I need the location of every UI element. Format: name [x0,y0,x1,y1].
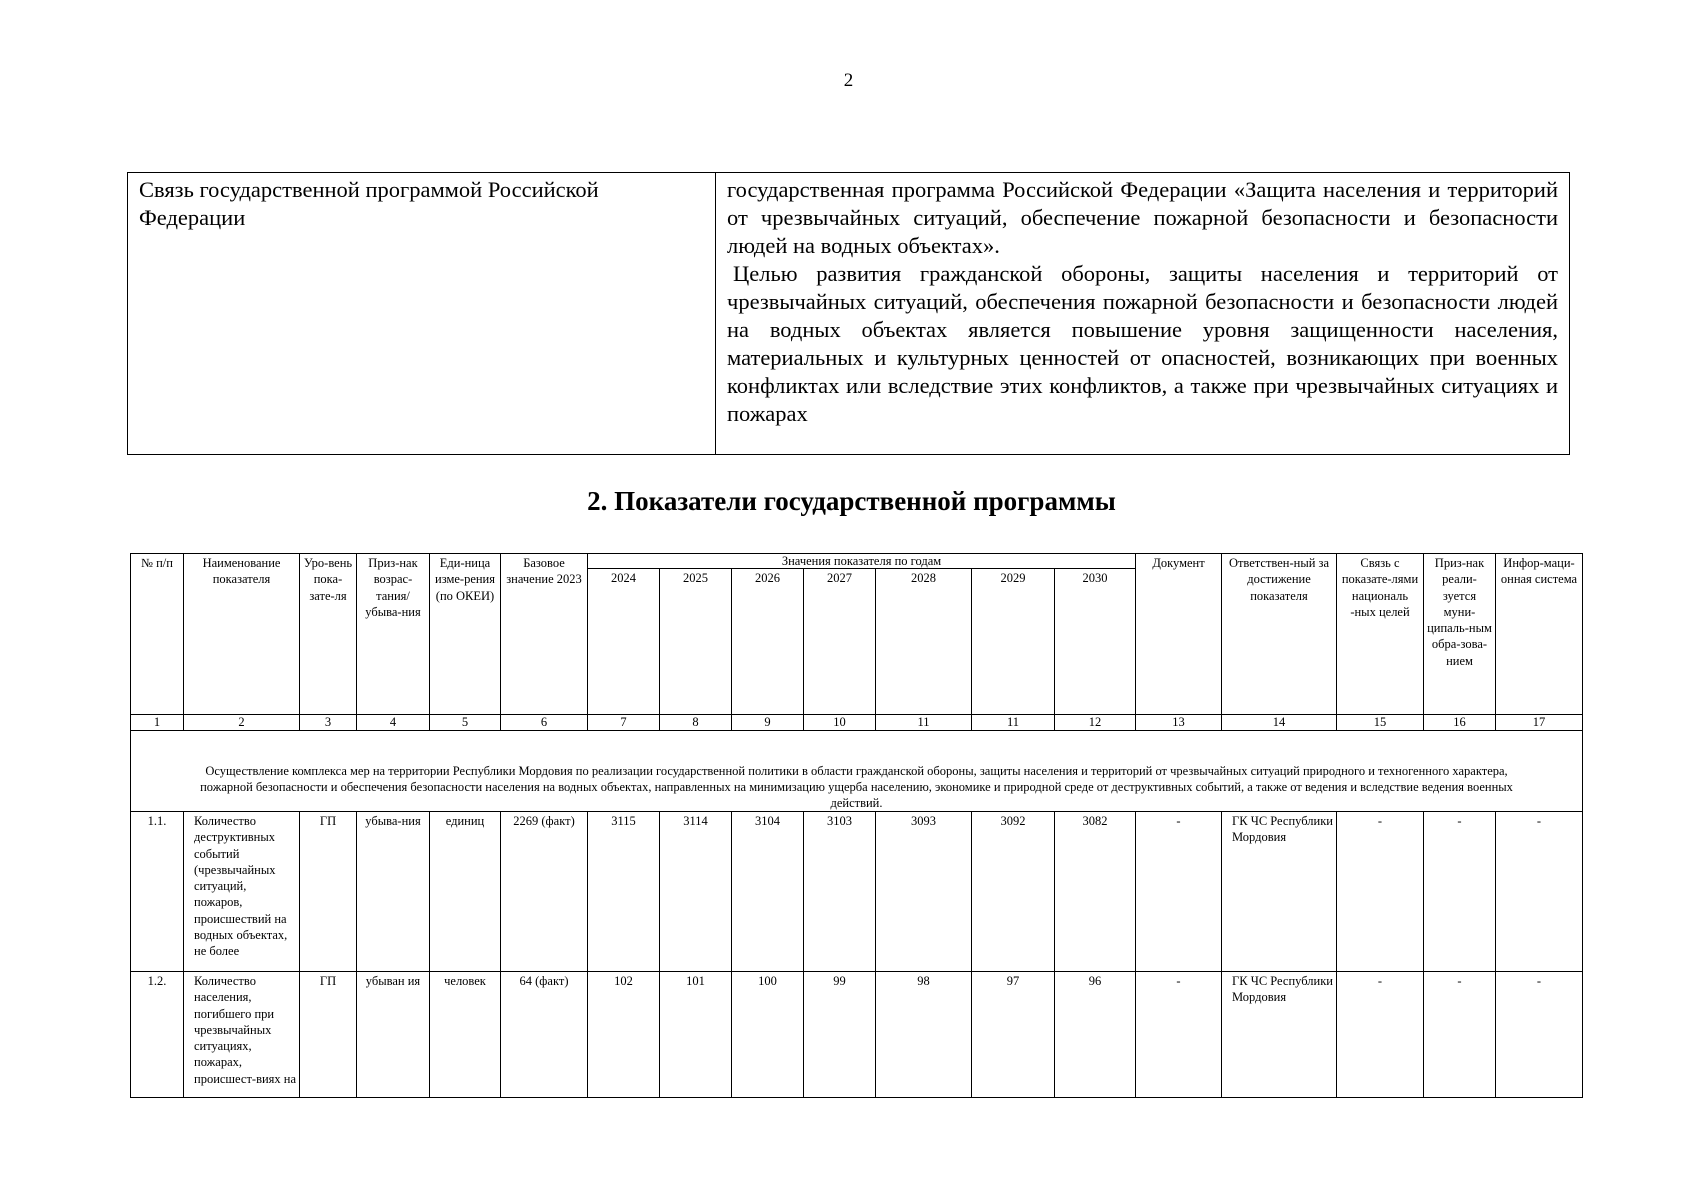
header-unit: Еди-ница изме-рения (по ОКЕИ) [430,554,501,715]
header-base: Базовое значение 2023 [501,554,588,715]
column-number: 4 [357,715,430,731]
row-num: 1.2. [131,972,184,1098]
row-municipal: - [1424,972,1496,1098]
header-year: 2027 [804,569,876,715]
row-responsible: ГК ЧС Республики Мордовия [1222,972,1337,1098]
header-info-system: Инфор-маци-онная система [1496,554,1583,715]
row-value: 3082 [1055,812,1136,972]
column-number: 13 [1136,715,1222,731]
section-description: Осуществление комплекса мер на территории Республики Мордовия по реализации государственной политики в области гражданской обороны, защиты населения и территорий от чрезвычайных ситуаций природного и техногенного характера, пожарной безопасности и обеспечения безопасности населения на водных объектах, направленных на минимизацию ущерба населению, экономике и природной среде от деструктивных событий, а также от ведения и вследствие ведения военных действий. [131,731,1583,812]
link-description [716,173,1570,455]
column-number: 5 [430,715,501,731]
column-number: 7 [588,715,660,731]
header-sign: Приз-нак возрас-тания/ убыва-ния [357,554,430,715]
header-municipal: Приз-нак реали-зуется муни-ципаль-ным обра-зова-нием [1424,554,1496,715]
row-value: 3103 [804,812,876,972]
column-number: 2 [184,715,300,731]
row-info-system: - [1496,972,1583,1098]
column-number: 3 [300,715,357,731]
row-value: 3093 [876,812,972,972]
header-year: 2025 [660,569,732,715]
program-link-table [127,172,1570,455]
row-name: Количество деструктивных событий (чрезвычайных ситуаций, пожаров, происшествий на водных объектах, не более [184,812,300,972]
column-number: 6 [501,715,588,731]
header-year: 2026 [732,569,804,715]
section-row [131,731,1583,812]
row-num: 1.1. [131,812,184,972]
row-responsible: ГК ЧС Республики Мордовия [1222,812,1337,972]
row-value: 97 [972,972,1055,1098]
column-number: 12 [1055,715,1136,731]
row-info-system: - [1496,812,1583,972]
row-base: 64 (факт) [501,972,588,1098]
row-unit: единиц [430,812,501,972]
row-level: ГП [300,812,357,972]
header-link-goals: Связь с показате-лями националь -ных целей [1337,554,1424,715]
row-value: 98 [876,972,972,1098]
column-number: 9 [732,715,804,731]
link-paragraph: Целью развития гражданской обороны, защиты населения и территорий от чрезвычайных ситуаций, обеспечения пожарной безопасности и безопасности людей на водных объектах является повышение уровня защищенности населения, материальных и культурных ценностей от опасностей, возникающих при военных конфликтах или вследствие этих конфликтов, а также при чрезвычайных ситуациях и пожарах [727,261,1558,426]
row-level: ГП [300,972,357,1098]
row-value: 99 [804,972,876,1098]
header-level: Уро-вень пока-зате-ля [300,554,357,715]
column-number: 15 [1337,715,1424,731]
column-number: 11 [972,715,1055,731]
header-document: Документ [1136,554,1222,715]
header-responsible: Ответствен-ный за достижение показателя [1222,554,1337,715]
row-value: 3114 [660,812,732,972]
table-row [131,972,1583,1098]
row-document: - [1136,972,1222,1098]
row-sign: убыван ия [357,972,430,1098]
column-number: 14 [1222,715,1337,731]
link-label: Связь государственной программой Российской Федерации [128,173,716,455]
header-year: 2028 [876,569,972,715]
row-value: 3092 [972,812,1055,972]
column-number: 17 [1496,715,1583,731]
row-value: 3104 [732,812,804,972]
row-value: 101 [660,972,732,1098]
row-value: 3115 [588,812,660,972]
row-document: - [1136,812,1222,972]
row-link-goals: - [1337,972,1424,1098]
indicators-table [130,553,1583,1098]
row-value: 100 [732,972,804,1098]
column-number: 11 [876,715,972,731]
row-sign: убыва-ния [357,812,430,972]
column-number: 8 [660,715,732,731]
row-municipal: - [1424,812,1496,972]
row-value: 102 [588,972,660,1098]
header-year: 2024 [588,569,660,715]
page-number: 2 [843,70,854,91]
header-name: Наименование показателя [184,554,300,715]
header-year: 2030 [1055,569,1136,715]
row-base: 2269 (факт) [501,812,588,972]
row-link-goals: - [1337,812,1424,972]
header-row [131,554,1583,569]
header-years-group: Значения показателя по годам [588,554,1136,569]
column-number: 1 [131,715,184,731]
header-year: 2029 [972,569,1055,715]
link-paragraph: государственная программа Российской Федерации «Защита населения и территорий от чрезвычайных ситуаций, обеспечение пожарной безопасности и безопасности людей на водных объектах». [727,177,1558,258]
header-num: № п/п [131,554,184,715]
row-unit: человек [430,972,501,1098]
column-number: 10 [804,715,876,731]
column-numbers-row [131,715,1583,731]
row-name: Количество населения, погибшего при чрезвычайных ситуациях, пожарах, происшест-виях на [184,972,300,1098]
row-value: 96 [1055,972,1136,1098]
section-title: 2. Показатели государственной программы [587,486,1116,516]
column-number: 16 [1424,715,1496,731]
table-row [131,812,1583,972]
